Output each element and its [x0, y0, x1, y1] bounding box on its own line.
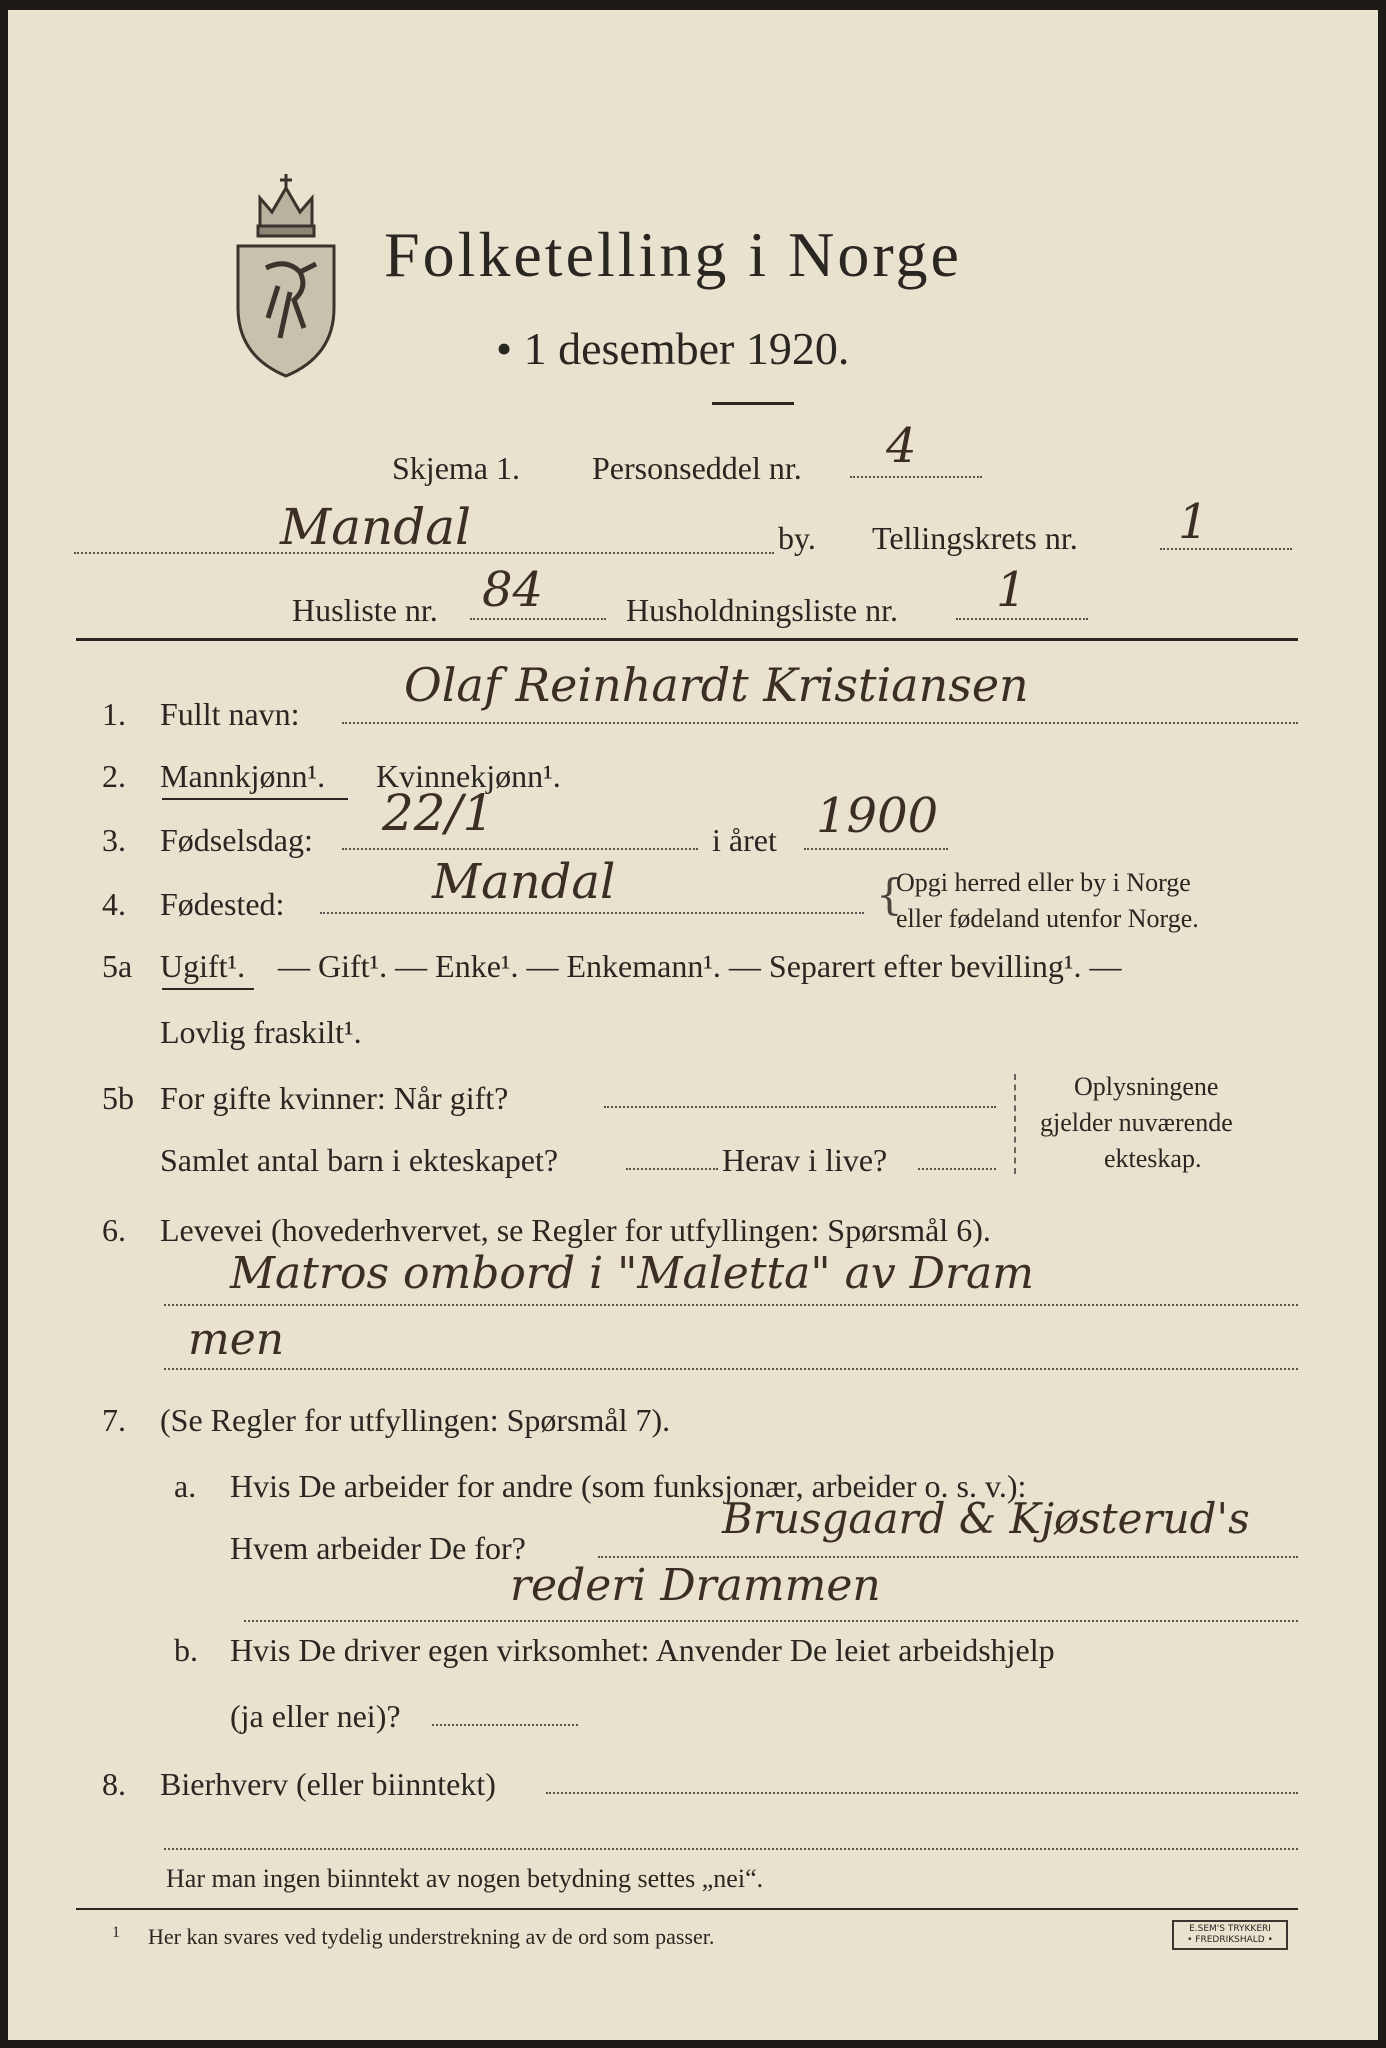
q7a-letter: a. [174, 1468, 197, 1504]
q2-male: Mannkjønn¹. [160, 758, 326, 794]
q7b-letter: b. [174, 1632, 198, 1668]
printer-stamp [1172, 1920, 1288, 1950]
town-value: Mandal [280, 498, 472, 556]
q6-value-1: Matros ombord i "Maletta" av Dram [230, 1248, 1034, 1299]
q7a-label-2: Hvem arbeider De for? [230, 1530, 526, 1566]
q3-year-value: 1900 [816, 788, 939, 844]
q1-label: Fullt navn: [160, 696, 300, 732]
husliste-line [470, 618, 606, 620]
footer-rule [76, 1908, 1298, 1910]
q4-value: Mandal [432, 854, 616, 910]
title-divider [712, 402, 794, 405]
q2-female: Kvinnekjønn¹. [376, 758, 561, 794]
tellingskrets-value: 1 [1178, 494, 1209, 550]
q4-label: Fødested: [160, 886, 285, 922]
q4-number: 4. [102, 886, 126, 922]
q5b-alive-line [918, 1168, 996, 1170]
q4-line [320, 912, 864, 914]
footnote-mark: 1 [112, 1924, 120, 1941]
q7b-label: Hvis De driver egen virksomhet: Anvender De leiet arbeidshjelp [230, 1632, 1055, 1668]
q5a-options: — Gift¹. — Enke¹. — Enkemann¹. — Separert efter bevilling¹. — [278, 948, 1122, 984]
husliste-label: Husliste nr. [292, 592, 438, 628]
tellingskrets-label: Tellingskrets nr. [872, 520, 1078, 556]
q7a-label: Hvis De arbeider for andre (som funksjonær, arbeider o. s. v.): [230, 1468, 1027, 1504]
husholdning-value: 1 [996, 562, 1027, 618]
q5b-married-line [604, 1106, 996, 1108]
q7b-line [432, 1724, 578, 1726]
header-rule [76, 638, 1298, 641]
q2-male-underline [162, 798, 348, 800]
q4-note-1: Opgi herred eller by i Norge [896, 868, 1191, 897]
q5b-label-2: Samlet antal barn i ekteskapet? [160, 1142, 559, 1178]
q7b-label-2: (ja eller nei)? [230, 1698, 401, 1734]
q3-date-line [342, 848, 698, 850]
husholdning-label: Husholdningsliste nr. [626, 592, 899, 628]
q3-year-label: i året [712, 822, 777, 858]
q3-year-line [804, 848, 948, 850]
printer-city: • FREDRIKSHALD • [1187, 1935, 1273, 1945]
q7-number: 7. [102, 1402, 126, 1438]
q5a-ugift-underline [162, 988, 254, 990]
norwegian-coat-of-arms-icon [230, 168, 342, 380]
q1-line [342, 722, 1298, 724]
q6-value-2: men [188, 1314, 285, 1365]
q7-label: (Se Regler for utfyllingen: Spørsmål 7). [160, 1402, 671, 1438]
footer-note: Har man ingen biinntekt av nogen betydning settes „nei“. [166, 1864, 764, 1893]
footnote: Her kan svares ved tydelig understrekning av de ord som passer. [148, 1924, 715, 1949]
q5b-note-3: ekteskap. [1104, 1144, 1202, 1173]
printer-name: E.SEM'S TRYKKERI [1189, 1924, 1271, 1934]
q5b-note-2: gjelder nuværende [1040, 1108, 1233, 1137]
q5b-children-line [626, 1168, 718, 1170]
q5a-line2: Lovlig fraskilt¹. [160, 1014, 362, 1050]
q5b-label-3: Herav i live? [722, 1142, 888, 1178]
q5a-ugift: Ugift¹. [160, 948, 246, 984]
q2-number: 2. [102, 758, 126, 794]
q1-value: Olaf Reinhardt Kristiansen [404, 658, 1029, 712]
q5b-number: 5b [102, 1080, 134, 1116]
q8-line-1 [546, 1792, 1298, 1794]
q3-value: 22/1 [382, 784, 495, 842]
by-label: by. [778, 520, 816, 556]
husliste-value: 84 [482, 562, 544, 618]
q5b-note-bracket [1014, 1074, 1016, 1174]
form-title: Folketelling i Norge [384, 219, 962, 290]
husholdning-line [956, 618, 1088, 620]
personseddel-line [850, 476, 982, 478]
q7a-value-2: rederi Drammen [510, 1560, 881, 1611]
q3-label: Fødselsdag: [160, 822, 313, 858]
q3-number: 3. [102, 822, 126, 858]
q5b-note-1: Oplysningene [1074, 1072, 1219, 1101]
q5a-number: 5a [102, 948, 133, 984]
q6-label: Levevei (hovederhvervet, se Regler for utfyllingen: Spørsmål 6). [160, 1212, 991, 1248]
q5b-label: For gifte kvinner: Når gift? [160, 1080, 509, 1116]
census-date: • 1 desember 1920. [496, 323, 850, 374]
q4-note-2: eller fødeland utenfor Norge. [896, 904, 1199, 933]
q6-line-1 [164, 1304, 1298, 1306]
q7a-value-1: Brusgaard & Kjøsterud's [722, 1494, 1250, 1543]
q7a-line-2 [244, 1620, 1298, 1622]
personseddel-label: Personseddel nr. [592, 450, 802, 486]
q7a-line-1 [598, 1556, 1298, 1558]
skjema-label: Skjema 1. [392, 450, 520, 486]
q8-line-2 [164, 1848, 1298, 1850]
q8-number: 8. [102, 1766, 126, 1802]
census-form-page [8, 10, 1378, 2040]
q6-number: 6. [102, 1212, 126, 1248]
personseddel-value: 4 [886, 418, 917, 474]
q4-brace: { [876, 870, 903, 919]
q6-line-2 [164, 1368, 1298, 1370]
q8-label: Bierhverv (eller biinntekt) [160, 1766, 496, 1802]
q1-number: 1. [102, 696, 126, 732]
